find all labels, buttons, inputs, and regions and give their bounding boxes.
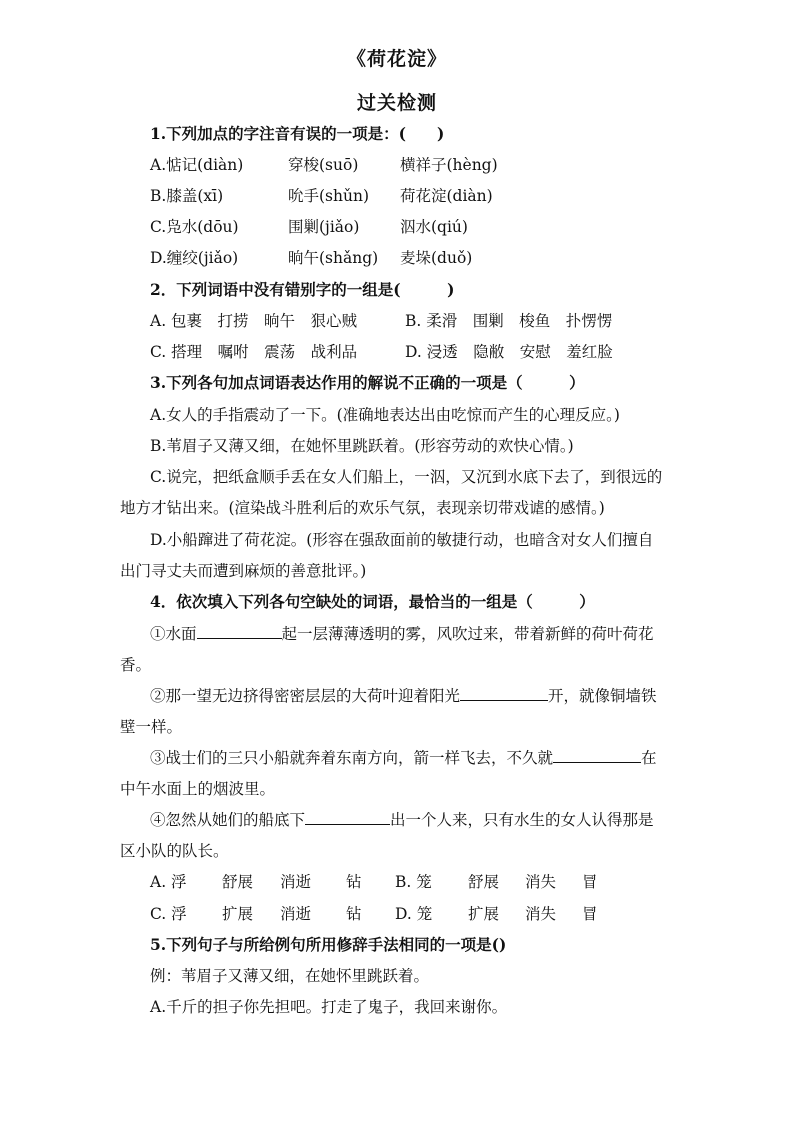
q4-sentence-2 bbox=[150, 686, 657, 706]
q1-c-item-1: C.凫水(dōu) bbox=[150, 218, 239, 236]
q4-opt-b-1: B. 笼 bbox=[395, 873, 432, 891]
q4-s2-text-b: 开，就像铜墙铁 bbox=[548, 687, 657, 705]
q3-option-d-line-2: 出门寻丈夫而遭到麻烦的善意批评。) bbox=[120, 562, 367, 580]
q4-sentence-3 bbox=[150, 748, 657, 768]
q4-s4-text-a: ④忽然从她们的船底下 bbox=[150, 811, 306, 829]
q1-b-item-2: 吮手(shǔn) bbox=[288, 187, 369, 205]
q1-d-item-1: D.缠绞(jiǎo) bbox=[150, 249, 239, 267]
q4-opt-c-3: 消逝 bbox=[280, 905, 312, 923]
q3-option-a: A.女人的手指震动了一下。(准确地表达出由吃惊而产生的心理反应。) bbox=[150, 406, 620, 424]
answer-blank[interactable] bbox=[460, 686, 548, 701]
q4-sentence-4 bbox=[150, 810, 654, 830]
q4-s2-text-c: 壁一样。 bbox=[120, 718, 183, 736]
q1-c-item-2: 围剿(jiǎo) bbox=[288, 218, 360, 236]
q4-opt-c-4: 钻 bbox=[346, 905, 362, 923]
q4-opt-c-1: C. 浮 bbox=[150, 905, 187, 923]
q4-s3-text-c: 中午水面上的烟波里。 bbox=[120, 780, 276, 798]
doc-title: 《荷花淀》 bbox=[346, 48, 447, 70]
doc-subtitle: 过关检测 bbox=[356, 92, 437, 114]
q4-s1-text-a: ①水面 bbox=[150, 625, 197, 643]
q1-a-item-3: 横祥子(hèng) bbox=[400, 156, 498, 174]
q4-opt-d-1: D. 笼 bbox=[395, 905, 433, 923]
q4-s4-text-c: 区小队的队长。 bbox=[120, 842, 229, 860]
q4-s3-text-a: ③战士们的三只小船就奔着东南方向，箭一样飞去，不久就 bbox=[150, 749, 554, 767]
q4-opt-a-3: 消逝 bbox=[280, 873, 312, 891]
q1-b-item-1: B.膝盖(xī) bbox=[150, 187, 224, 205]
question-4-stem: 4．依次填入下列各句空缺处的词语，最恰当的一组是（ ） bbox=[150, 592, 595, 611]
q5-example: 例：苇眉子又薄又细，在她怀里跳跃着。 bbox=[150, 967, 430, 985]
q1-d-item-2: 晌午(shǎng) bbox=[288, 249, 379, 267]
q4-opt-a-2: 舒展 bbox=[222, 873, 254, 891]
q3-option-b: B.苇眉子又薄又细，在她怀里跳跃着。(形容劳动的欢快心情。) bbox=[150, 437, 574, 455]
question-2-stem: 2．下列词语中没有错别字的一组是( ) bbox=[150, 280, 455, 299]
q2-option-a: A. 包裹 打捞 晌午 狠心贼 bbox=[150, 312, 358, 330]
q4-opt-d-4: 冒 bbox=[582, 905, 598, 923]
q4-sentence-1 bbox=[150, 624, 654, 644]
q1-b-item-3: 荷花淀(diàn) bbox=[400, 187, 493, 205]
answer-blank[interactable] bbox=[197, 624, 282, 639]
q4-s3-text-b: 在 bbox=[641, 749, 657, 767]
q1-a-item-2: 穿梭(suō) bbox=[288, 156, 359, 174]
question-1-stem: 1.下列加点的字注音有误的一项是：( ) bbox=[150, 124, 445, 143]
q3-option-c-line-2: 地方才钻出来。(渲染战斗胜利后的欢乐气氛，表现亲切带戏谑的感情。) bbox=[120, 499, 605, 517]
q3-option-c-line-1: C.说完，把纸盒顺手丢在女人们船上，一泅，又沉到水底下去了，到很远的 bbox=[150, 468, 663, 486]
q4-opt-b-4: 冒 bbox=[582, 873, 598, 891]
q4-s1-text-b: 起一层薄薄透明的雾，风吹过来，带着新鲜的荷叶荷花 bbox=[281, 625, 654, 643]
q1-a-item-1: A.惦记(diàn) bbox=[150, 156, 244, 174]
q4-opt-b-2: 舒展 bbox=[468, 873, 500, 891]
question-5-stem: 5.下列句子与所给例句所用修辞手法相同的一项是() bbox=[150, 935, 507, 954]
q3-option-d-line-1: D.小船蹿进了荷花淀。(形容在强敌面前的敏捷行动，也暗含对女人们擅自 bbox=[150, 531, 654, 549]
q1-d-item-3: 麦垛(duǒ) bbox=[400, 249, 473, 267]
q2-option-d: D. 浸透 隐敝 安慰 羞红脸 bbox=[405, 343, 613, 361]
q4-s1-text-c: 香。 bbox=[120, 656, 152, 674]
q2-option-c: C. 搭理 嘱咐 震荡 战利品 bbox=[150, 343, 358, 361]
q1-c-item-3: 泅水(qiú) bbox=[400, 218, 468, 236]
q4-opt-c-2: 扩展 bbox=[222, 905, 254, 923]
answer-blank[interactable] bbox=[553, 748, 641, 763]
q4-opt-d-2: 扩展 bbox=[468, 905, 500, 923]
answer-blank[interactable] bbox=[305, 810, 390, 825]
q4-opt-a-1: A. 浮 bbox=[150, 873, 187, 891]
q4-opt-b-3: 消失 bbox=[525, 873, 557, 891]
q4-opt-a-4: 钻 bbox=[346, 873, 362, 891]
q4-opt-d-3: 消失 bbox=[525, 905, 557, 923]
q5-option-a: A.千斤的担子你先担吧。打走了鬼子，我回来谢你。 bbox=[150, 998, 508, 1016]
q4-s4-text-b: 出一个人来，只有水生的女人认得那是 bbox=[390, 811, 654, 829]
question-3-stem: 3.下列各句加点词语表达作用的解说不正确的一项是（ ） bbox=[150, 373, 585, 392]
q2-option-b: B. 柔滑 围剿 梭鱼 扑愣愣 bbox=[405, 312, 613, 330]
q4-s2-text-a: ②那一望无边挤得密密层层的大荷叶迎着阳光 bbox=[150, 687, 461, 705]
